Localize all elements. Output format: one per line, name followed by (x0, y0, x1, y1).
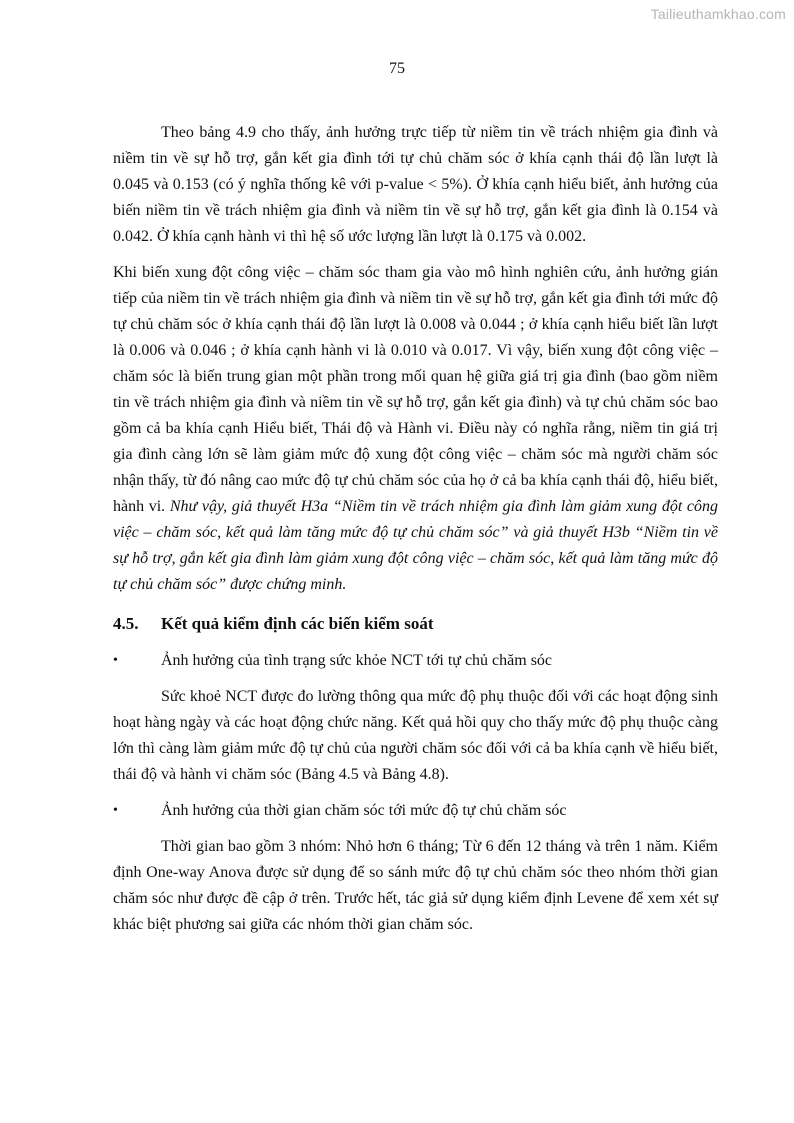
bullet-title: Ảnh hưởng của tình trạng sức khỏe NCT tới tự chủ chăm sóc (161, 652, 553, 669)
bullet-icon: • (113, 803, 118, 818)
bullet-item-care-time (113, 798, 718, 824)
section-title: Kết quả kiểm định các biến kiểm soát (161, 614, 434, 633)
section-number: 4.5. (113, 614, 139, 633)
page-number: 75 (389, 60, 405, 77)
paragraph-2-hypothesis: Như vậy, giả thuyết H3a “Niềm tin về trách nhiệm gia đình làm giảm xung đột công việc – chăm sóc, kết quả làm tăng mức độ tự chủ chăm sóc” và giả thuyết H3b “Niềm tin về sự hỗ trợ, gắn kết gia đình làm giảm xung đột công việc – chăm sóc, kết quả làm tăng mức độ tự chủ chăm sóc” được chứng minh. (113, 498, 719, 593)
section-heading (113, 610, 718, 638)
bullet-icon: • (113, 653, 118, 668)
bullet-item-health (113, 648, 718, 674)
paragraph-1: Theo bảng 4.9 cho thấy, ảnh hưởng trực tiếp từ niềm tin về trách nhiệm gia đình và niềm tin về sự hỗ trợ, gắn kết gia đình tới tự chủ chăm sóc ở khía cạnh thái độ lần lượt là 0.045 và 0.153 (có ý nghĩa thống kê với p-value < 5%). Ở khía cạnh hiểu biết, ảnh hưởng của biến niềm tin về trách nhiệm gia đình và niềm tin về sự hỗ trợ, gắn kết gia đình là 0.154 và 0.042. Ở khía cạnh hành vi thì hệ số ước lượng lần lượt là 0.175 và 0.002. (113, 124, 718, 245)
paragraph-2 (113, 260, 718, 598)
bullet-title: Ảnh hưởng của thời gian chăm sóc tới mức độ tự chủ chăm sóc (161, 802, 567, 819)
page-body (113, 120, 718, 938)
paragraph-2-text: Khi biến xung đột công việc – chăm sóc tham gia vào mô hình nghiên cứu, ảnh hưởng gián tiếp của niềm tin về trách nhiệm gia đình và niềm tin về sự hỗ trợ, gắn kết gia đình tới mức độ tự chủ chăm sóc ở khía cạnh thái độ lần lượt là 0.008 và 0.044 ; ở khía cạnh hiểu biết lần lượt là 0.006 và 0.046 ; ở khía cạnh hành vi là 0.010 và 0.017. Vì vậy, biến xung đột công việc – chăm sóc là biến trung gian một phần trong mối quan hệ giữa giá trị gia đình (bao gồm niềm tin về trách nhiệm gia đình và niềm tin về sự hỗ trợ, gắn kết gia đình) và tự chủ chăm sóc bao gồm cả ba khía cạnh Hiểu biết, Thái độ và Hành vi. Điều này có nghĩa rằng, niềm tin giá trị gia đình càng lớn sẽ làm giảm mức độ xung đột công việc – chăm sóc mà người chăm sóc nhận thấy, từ đó nâng cao mức độ tự chủ chăm sóc của họ ở cả ba khía cạnh thái độ, hiểu biết, hành vi. (113, 264, 718, 515)
paragraph-health: Sức khoẻ NCT được đo lường thông qua mức độ phụ thuộc đối với các hoạt động sinh hoạt hàng ngày và các hoạt động chức năng. Kết quả hồi quy cho thấy mức độ phụ thuộc càng lớn thì càng làm giảm mức độ tự chủ của người chăm sóc đối với cả ba khía cạnh về hiểu biết, thái độ và hành vi chăm sóc (Bảng 4.5 và Bảng 4.8). (113, 688, 718, 783)
paragraph-care-time: Thời gian bao gồm 3 nhóm: Nhỏ hơn 6 tháng; Từ 6 đến 12 tháng và trên 1 năm. Kiểm định One-way Anova được sử dụng để so sánh mức độ tự chủ chăm sóc theo nhóm thời gian chăm sóc như được đề cập ở trên. Trước hết, tác giả sử dụng kiểm định Levene để xem xét sự khác biệt phương sai giữa các nhóm thời gian chăm sóc. (113, 838, 718, 933)
watermark: Tailieuthamkhao.com (650, 6, 786, 22)
